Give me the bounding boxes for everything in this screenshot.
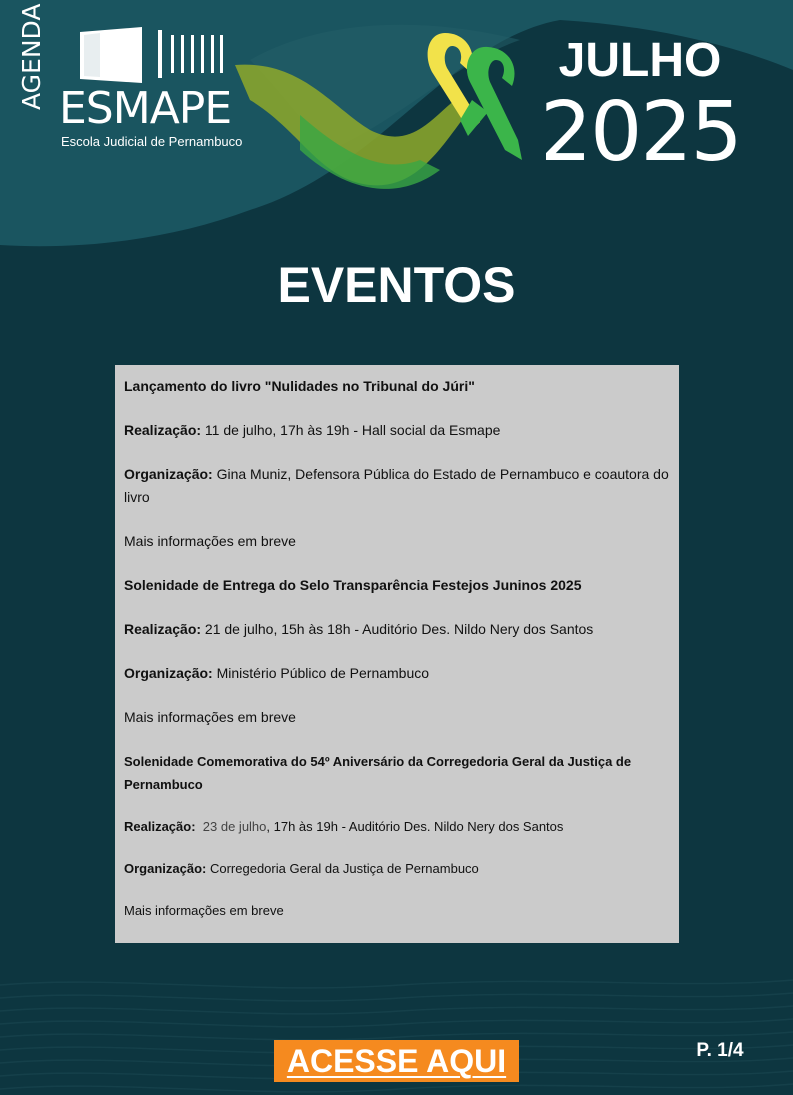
logo-subtitle: Escola Judicial de Pernambuco: [61, 134, 243, 149]
page-indicator: P. 1/4: [696, 1040, 744, 1061]
agenda-label: AGENDA: [17, 3, 46, 110]
event-organizacao: Organização: Gina Muniz, Defensora Pública do Estado de Pernambuco e coautora do livro: [124, 466, 669, 505]
event-title: Solenidade Comemorativa do 54º Aniversário da Corregedoria Geral da Justiça de Pernambuco: [124, 754, 632, 792]
event-more-info: Mais informações em breve: [124, 709, 296, 725]
event-organizacao: Organização: Ministério Público de Pernambuco: [124, 665, 430, 681]
event-realizacao: Realização: 21 de julho, 15h às 18h - Auditório Des. Nildo Nery dos Santos: [124, 621, 594, 637]
event-more-info: Mais informações em breve: [124, 903, 284, 918]
logo-name: ESMAPE: [59, 83, 232, 134]
year-label: 2025: [540, 85, 741, 180]
event-title: Lançamento do livro "Nulidades no Tribunal do Júri": [124, 378, 475, 394]
event-realizacao: Realização: 11 de julho, 17h às 19h - Hall social da Esmape: [124, 422, 501, 438]
section-title: EVENTOS: [277, 257, 516, 313]
events-panel: [115, 365, 679, 943]
esmape-logo-icon: [80, 27, 225, 85]
event-title: Solenidade de Entrega do Selo Transparência Festejos Juninos 2025: [124, 577, 582, 593]
event-realizacao: Realização: 23 de julho, 17h às 19h - Auditório Des. Nildo Nery dos Santos: [124, 819, 564, 834]
access-here-button[interactable]: ACESSE AQUI: [274, 1040, 519, 1082]
event-organizacao: Organização: Corregedoria Geral da Justiça de Pernambuco: [124, 861, 479, 876]
month-label: JULHO: [558, 34, 722, 87]
event-more-info: Mais informações em breve: [124, 533, 296, 549]
